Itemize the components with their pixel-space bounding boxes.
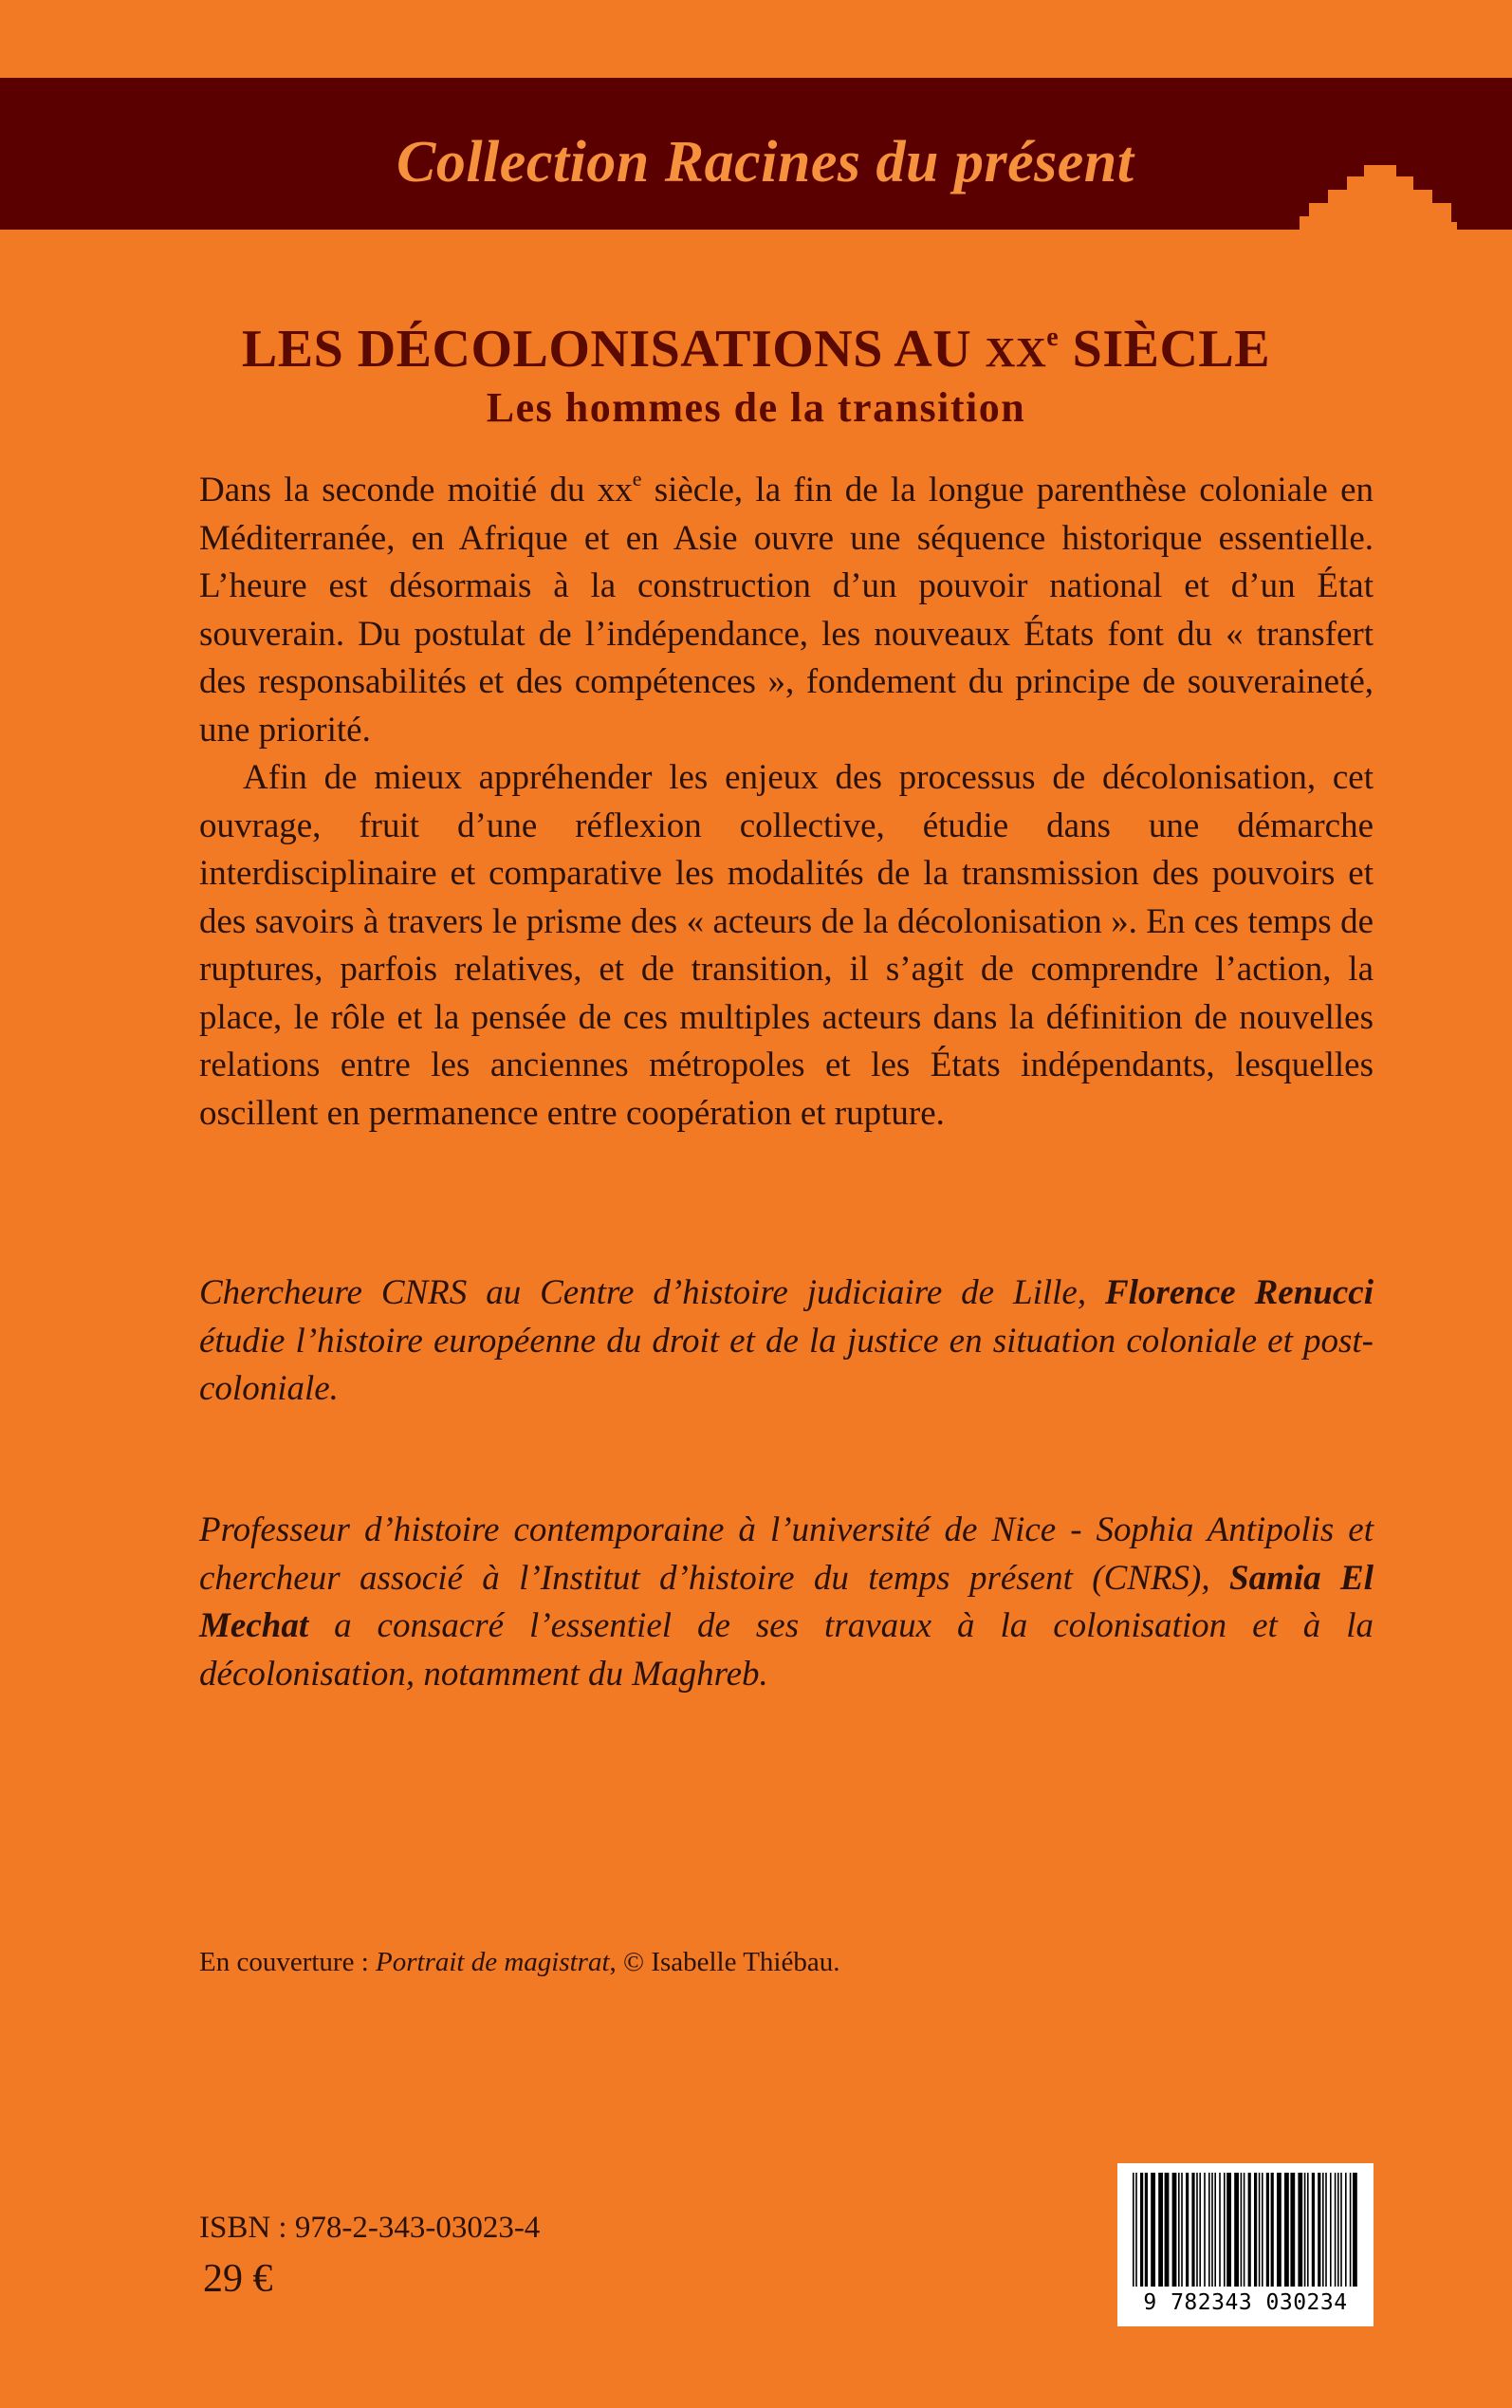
title-century-sup: e: [1046, 323, 1060, 352]
author-bio-renucci: [199, 1269, 1374, 1414]
barcode-bar: [1208, 2173, 1210, 2287]
barcode-bar: [1335, 2173, 1337, 2287]
barcode-bar: [1266, 2173, 1269, 2287]
cover-credit-copyright: , © Isabelle Thiébau.: [609, 1947, 840, 1977]
barcode-bar: [1214, 2173, 1216, 2287]
barcode-bar: [1211, 2173, 1213, 2287]
bio-2-before: Professeur d’histoire contemporaine à l’université de Nice - Sophia Antipolis et chercheur associé à l’Institut d’histoire du temps présent (CNRS),: [199, 1510, 1374, 1598]
barcode: [1117, 2163, 1374, 2326]
barcode-bar: [1325, 2173, 1327, 2287]
barcode-bar: [1271, 2173, 1274, 2287]
title-caps: LES DÉCOLONISATIONS AU: [241, 320, 986, 379]
barcode-bar: [1284, 2173, 1289, 2287]
barcode-bar: [1224, 2173, 1226, 2287]
barcode-bar: [1140, 2173, 1143, 2287]
barcode-bar: [1165, 2173, 1170, 2287]
barcode-bar: [1172, 2173, 1177, 2287]
barcode-bar: [1322, 2173, 1324, 2287]
collection-title: Collection Racines du présent: [396, 130, 1134, 194]
barcode-bar: [1181, 2173, 1183, 2287]
barcode-bar: [1178, 2173, 1180, 2287]
barcode-bar: [1219, 2173, 1221, 2287]
barcode-bar: [1133, 2173, 1134, 2287]
bio-1-after: étudie l’histoire européenne du droit et de la justice en situation coloniale et post-coloniale.: [199, 1321, 1374, 1408]
barcode-bar: [1204, 2173, 1206, 2287]
bio-1-before: Chercheure CNRS au Centre d’histoire judiciaire de Lille,: [199, 1273, 1105, 1312]
barcode-bars: [1129, 2173, 1362, 2290]
summary-p1-rest: siècle, la fin de la longue parenthèse coloniale en Méditerranée, en Afrique et en Asie ouvre une séquence historique essentielle. L’heure est désormais à la construction d’un pouvoir national et d’un État souverain. Du postulat de l’indépendance, les nouveaux États font du « transfert des responsabilités et des compétences », fondement du principe de souveraineté, une priorité.: [199, 471, 1374, 750]
barcode-bar: [1254, 2173, 1257, 2287]
barcode-bar: [1262, 2173, 1263, 2287]
barcode-bar: [1312, 2173, 1315, 2287]
price: 29 €: [203, 2257, 273, 2301]
barcode-bar: [1318, 2173, 1320, 2287]
barcode-bar: [1307, 2173, 1309, 2287]
barcode-bar: [1304, 2173, 1306, 2287]
book-title: [0, 319, 1512, 380]
barcode-bar: [1244, 2173, 1245, 2287]
author-name-el-mechat: Samia El Mechat: [199, 1558, 1374, 1645]
barcode-digits: 9 782343 030234: [1143, 2290, 1348, 2315]
summary-p1-sup: e: [632, 467, 642, 491]
book-subtitle: Les hommes de la transition: [486, 384, 1026, 431]
barcode-bar: [1199, 2173, 1201, 2287]
isbn: ISBN : 978-2-343-03023-4: [199, 2211, 541, 2245]
barcode-bar: [1277, 2173, 1282, 2287]
summary-paragraph-1: [199, 467, 1374, 754]
barcode-bar: [1290, 2173, 1295, 2287]
summary-p1-start: Dans la seconde moitié du: [199, 471, 598, 509]
summary-p1-century: xx: [597, 471, 633, 509]
barcode-bar: [1145, 2173, 1148, 2287]
barcode-bar: [1158, 2173, 1163, 2287]
author-bio-el-mechat: [199, 1507, 1374, 1698]
barcode-bar: [1330, 2173, 1332, 2287]
title-century: XX: [985, 329, 1047, 376]
barcode-bar: [1234, 2173, 1239, 2287]
cover-credit: [199, 1947, 839, 1978]
bio-2-after: a consacré l’essentiel de ses travaux à la colonisation et à la décolonisation, notamment du Maghreb.: [199, 1606, 1374, 1694]
summary-paragraph-2: Afin de mieux appréhender les enjeux des processus de décolonisation, cet ouvrage, fruit d’une réflexion collective, étudie dans une démarche interdisciplinaire et comparative les modalités de la transmission des pouvoirs et des savoirs à travers le prisme des « acteurs de la décolonisation ». En ces temps de ruptures, parfois relatives, et de transition, il s’agit de comprendre l’action, la place, le rôle et la pensée de ces multiples acteurs dans la définition de nouvelles relations entre les anciennes métropoles et les États indépendants, lesquelles oscillent en permanence entre coopération et rupture.: [199, 758, 1374, 1133]
barcode-bar: [1259, 2173, 1261, 2287]
barcode-bar: [1151, 2173, 1155, 2287]
barcode-bar: [1241, 2173, 1243, 2287]
barcode-bar: [1248, 2173, 1251, 2287]
barcode-bar: [1345, 2173, 1347, 2287]
barcode-bar: [1353, 2173, 1357, 2287]
tree-icon: [1300, 159, 1499, 300]
barcode-bar: [1350, 2173, 1352, 2287]
summary: [199, 467, 1374, 1138]
title-end: SIÈCLE: [1059, 320, 1271, 379]
barcode-bar: [1226, 2173, 1231, 2287]
barcode-bar: [1135, 2173, 1137, 2287]
barcode-bar: [1340, 2173, 1342, 2287]
barcode-bar: [1298, 2173, 1302, 2287]
cover-credit-work: Portrait de magistrat: [376, 1947, 610, 1977]
barcode-bar: [1196, 2173, 1198, 2287]
barcode-bar: [1186, 2173, 1189, 2287]
cover-credit-label: En couverture :: [199, 1947, 377, 1977]
barcode-bar: [1191, 2173, 1194, 2287]
barcode-bar: [1337, 2173, 1339, 2287]
author-name-renucci: Florence Renucci: [1105, 1273, 1374, 1312]
